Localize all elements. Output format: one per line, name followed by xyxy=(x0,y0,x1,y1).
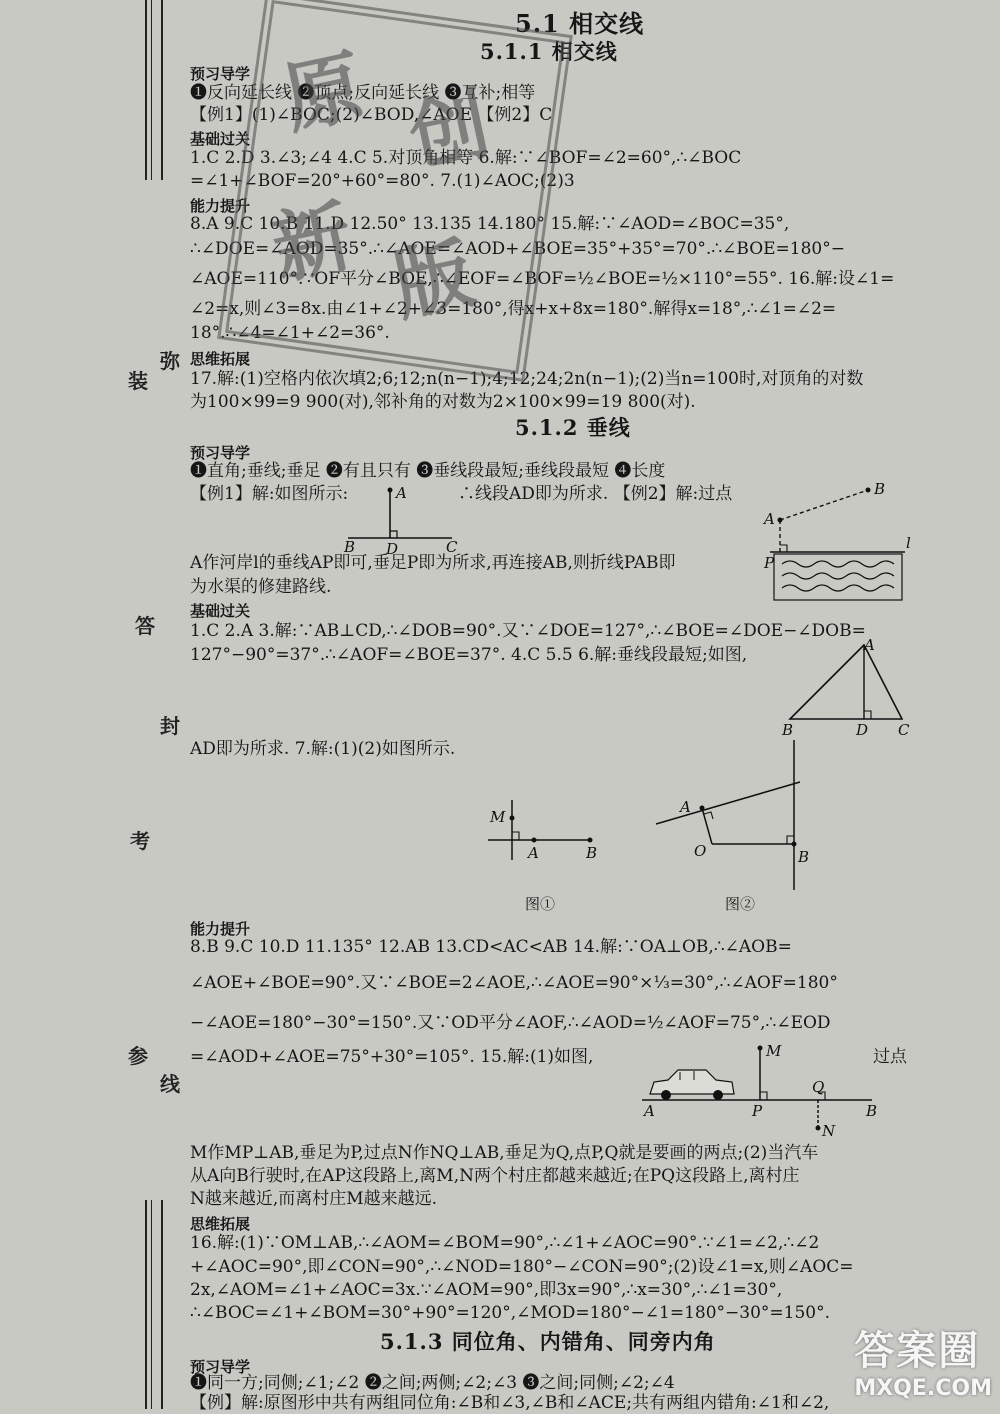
s1-ability-line-1: 8.A 9.C 10.B 11.D 12.50° 13.135 14.180° 15.解:∵∠AOD=∠BOC=35°, xyxy=(190,214,790,234)
s1-ability-line-4: ∠2=x,则∠3=8x.由∠1+∠2+∠3=180°,得x+x+8x=180°.解得x=18°,∴∠1=∠2= xyxy=(190,299,837,319)
ex2-label-b: B xyxy=(874,480,886,498)
subsection-title-3: 5.1.3 同位角、内错角、同旁内角 xyxy=(380,1329,716,1354)
s1-thinking-line-2: 为100×99=9 900(对),邻补角的对数为2×100×99=19 800(对). xyxy=(190,392,696,412)
s2-ability-line-2: ∠AOE+∠BOE=90°.又∵∠BOE=2∠AOE,∴∠AOE=90°×⅓=30°,∴∠AOF=180° xyxy=(190,973,838,993)
s1-ability-line-2: ∴∠DOE=∠AOD=35°.∴∠AOE=∠AOD+∠BOE=35°+35°=70°.∴∠BOE=180°− xyxy=(190,239,845,259)
f1-label-b: B xyxy=(586,844,598,862)
subsection-title-2: 5.1.2 垂线 xyxy=(515,415,631,440)
f2-label-o: O xyxy=(694,842,707,860)
s1-basic-line-2: =∠1+∠BOF=20°+60°=80°. 7.(1)∠AOC;(2)3 xyxy=(190,171,575,191)
label-ability-1: 能力提升 xyxy=(190,197,251,215)
label-preview-3: 预习导学 xyxy=(190,1358,251,1376)
s2-ability-line-1: 8.B 9.C 10.D 11.135° 12.AB 13.CD<AC<AB 14.解:∵OA⊥OB,∴∠AOB= xyxy=(190,937,792,957)
s2-basic-line-2: 127°−90°=37°.∴∠AOF=∠BOE=37°. 4.C 5.5 6.解:垂线段最短;如图, xyxy=(190,645,748,665)
s2-thinking-line-4: ∴∠BOC=∠1+∠BOM=30°+90°=120°,∠MOD=180°−∠1=180°−30°=150°. xyxy=(190,1303,830,1323)
s2-example-1: 【例1】解:如图所示: xyxy=(190,484,349,504)
s1-preview-line-1: ❶反向延长线 ❷顶点;反向延长线 ❸互补;相等 xyxy=(190,83,536,103)
stamp-glyph-1: 原 xyxy=(275,40,372,146)
s2-example-3: A作河岸l的垂线AP即可,垂足P即为所求,再连接AB,则折线PAB即 xyxy=(190,553,676,573)
s2-example-2: ∴线段AD即为所求. 【例2】解:过点 xyxy=(458,484,733,504)
s2-thinking-line-2: +∠AOC=90°,即∠CON=90°,∴∠NOD=180°−∠CON=90°;(2)设∠1=x,则∠AOC= xyxy=(190,1257,854,1277)
s2-thinking-line-3: 2x,∠AOM=∠1+∠AOC=3x.∵∠AOM=90°,即3x=90°,∴x=30°,∴∠1=30°, xyxy=(190,1280,783,1300)
s2-basic-line-3: AD即为所求. 7.解:(1)(2)如图所示. xyxy=(190,739,456,759)
s2-ability-line-5: M作MP⊥AB,垂足为P,过点N作NQ⊥AB,垂足为Q,点P,Q就是要画的两点;(2)当汽车 xyxy=(190,1143,819,1163)
figure-triangle xyxy=(778,637,918,739)
f1-label-m: M xyxy=(490,808,506,826)
s2-basic-line-1: 1.C 2.A 3.解:∵AB⊥CD,∴∠DOB=90°.又∵∠DOE=127°,∴∠BOE=∠DOE−∠DOB= xyxy=(190,621,866,641)
f2-label-b: B xyxy=(798,848,810,866)
margin-char-6: 参 xyxy=(128,1044,148,1068)
f2-label-a: A xyxy=(680,798,691,816)
road-label-p: P xyxy=(752,1102,763,1120)
ex2-label-a: A xyxy=(764,510,775,528)
ex1-label-c: C xyxy=(446,538,458,554)
ex1-label-d: D xyxy=(386,540,399,554)
margin-char-4: 封 xyxy=(160,714,180,738)
tri-label-b: B xyxy=(782,721,794,739)
tri-label-a: A xyxy=(864,637,875,654)
figure-example1 xyxy=(340,484,470,554)
figure-1-caption: 图① xyxy=(525,895,556,913)
s2-thinking-line-1: 16.解:(1)∵OM⊥AB,∴∠AOM=∠BOM=90°,∴∠1+∠AOC=90°.∵∠1=∠2,∴∠2 xyxy=(190,1233,820,1253)
stamp-glyph-4: 版 xyxy=(385,227,482,334)
s2-example-4: 为水渠的修建路线. xyxy=(190,577,332,597)
label-basic-1: 基础过关 xyxy=(190,130,251,148)
watermark-url: MXQE.COM xyxy=(854,1376,992,1401)
figure-2 xyxy=(650,738,820,898)
s2-ability-line-6: 从A向B行驶时,在AP这段路上,离M,N两个村庄都越来越近;在PQ这段路上,离村庄 xyxy=(190,1166,800,1186)
binding-lines-top xyxy=(145,0,163,180)
s3-preview-line-1: ❶同一方;同侧;∠1;∠2 ❷之间;两侧;∠2;∠3 ❸之间;同侧;∠2;∠4 xyxy=(190,1373,675,1393)
tri-label-d: D xyxy=(856,721,869,739)
figure-1 xyxy=(478,796,608,866)
road-label-n: N xyxy=(822,1122,836,1140)
label-preview-2: 预习导学 xyxy=(190,444,251,462)
margin-char-3: 答 xyxy=(135,614,155,638)
margin-char-1: 弥 xyxy=(160,349,180,373)
s2-preview-line-1: ❶直角;垂线;垂足 ❷有且只有 ❸垂线段最短;垂线段最短 ❹长度 xyxy=(190,461,666,481)
stamp-seal xyxy=(217,0,573,382)
tri-label-c: C xyxy=(898,721,910,739)
label-ability-2: 能力提升 xyxy=(190,920,251,938)
road-label-m: M xyxy=(766,1042,782,1060)
binding-line-mid-top xyxy=(151,0,152,180)
margin-char-7: 线 xyxy=(160,1072,180,1096)
f1-label-a: A xyxy=(528,844,539,862)
s2-ability-line-4-right: 过点 xyxy=(873,1047,907,1067)
label-preview-1: 预习导学 xyxy=(190,65,251,83)
s1-ability-line-3: ∠AOE=110°.∵OF平分∠BOE,∴∠EOF=∠BOF=½∠BOE=½×110°=55°. 16.解:设∠1= xyxy=(190,269,895,289)
margin-char-2: 装 xyxy=(128,369,148,393)
subsection-title-1: 5.1.1 相交线 xyxy=(480,39,618,64)
label-basic-2: 基础过关 xyxy=(190,602,251,620)
stamp-glyph-3: 新 xyxy=(264,190,361,296)
watermark-logo xyxy=(854,1319,992,1401)
stamp-glyph-2: 创 xyxy=(401,78,498,184)
ex1-label-b: B xyxy=(344,538,356,554)
binding-lines-bottom xyxy=(145,1200,163,1409)
figure-example2 xyxy=(760,476,920,606)
s2-ability-line-4: =∠AOD+∠AOE=75°+30°=105°. 15.解:(1)如图, xyxy=(190,1047,594,1067)
s1-preview-line-2: 【例1】(1)∠BOC;(2)∠BOD,∠AOE 【例2】C xyxy=(190,105,553,125)
binding-line-mid-bottom xyxy=(151,1200,152,1409)
road-label-a: A xyxy=(644,1102,655,1120)
s1-thinking-line-1: 17.解:(1)空格内依次填2;6;12;n(n−1);4;12;24;2n(n−1);(2)当n=100时,对顶角的对数 xyxy=(190,369,864,389)
label-thinking-1: 思维拓展 xyxy=(190,350,251,368)
margin-char-5: 考 xyxy=(130,829,150,853)
label-thinking-2: 思维拓展 xyxy=(190,1215,251,1233)
s1-basic-line-1: 1.C 2.D 3.∠3;∠4 4.C 5.对顶角相等 6.解:∵∠BOF=∠2=60°,∴∠BOC xyxy=(190,148,742,168)
ex2-label-p: P xyxy=(764,554,775,572)
figure-2-caption: 图② xyxy=(725,895,756,913)
s1-ability-line-5: 18°.∴∠4=∠1+∠2=36°. xyxy=(190,323,390,343)
s3-example-line: 【例】解:原图形中共有两组同位角:∠B和∠3,∠B和∠ACE;共有两组内错角:∠1和∠2, xyxy=(190,1393,830,1413)
s2-ability-line-3: −∠AOE=180°−30°=150°.又∵OD平分∠AOF,∴∠AOD=½∠AOF=75°,∴∠EOD xyxy=(190,1013,831,1033)
road-label-b: B xyxy=(866,1102,878,1120)
section-title: 5.1 相交线 xyxy=(515,9,645,38)
road-label-q: Q xyxy=(812,1078,825,1096)
watermark-title: 答案圈 xyxy=(854,1328,981,1374)
ex1-label-a: A xyxy=(396,484,407,502)
s2-ability-line-7: N越来越近,而离村庄M越来越远. xyxy=(190,1189,438,1209)
figure-road xyxy=(640,1040,880,1140)
car-icon xyxy=(650,1070,734,1100)
ex2-label-l: l xyxy=(906,534,911,552)
